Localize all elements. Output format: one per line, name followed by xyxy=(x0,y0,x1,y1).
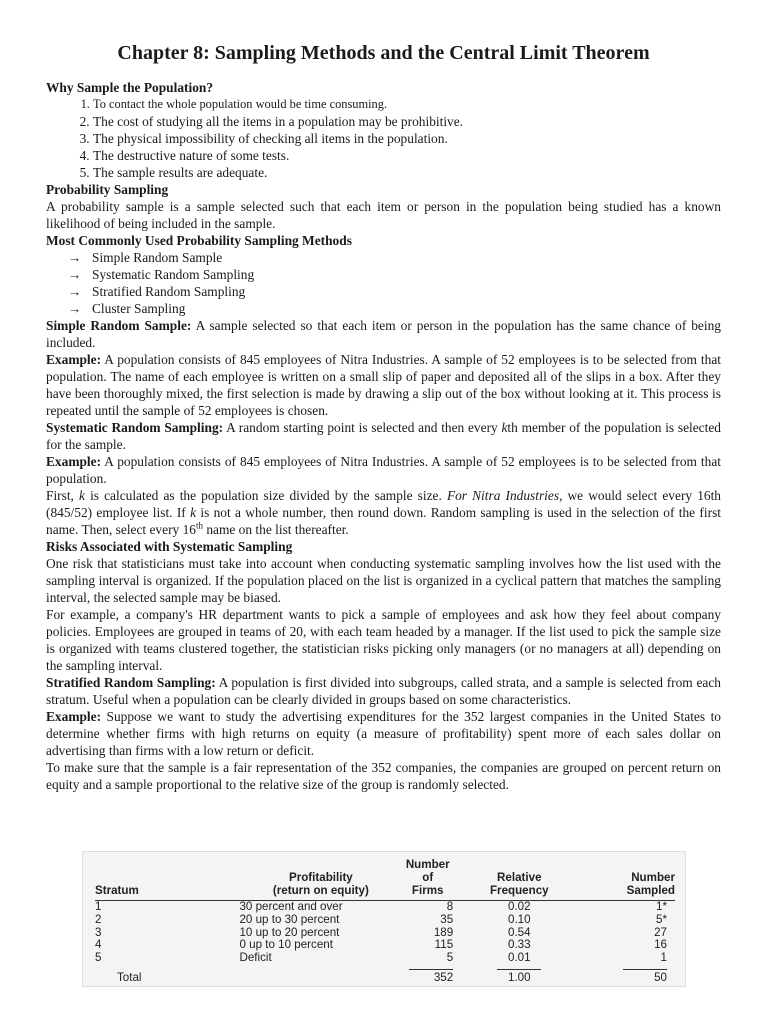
cell-profitability: 0 up to 10 percent xyxy=(239,938,333,952)
col-header-sampled: Number Sampled xyxy=(585,858,675,901)
simple-example-paragraph xyxy=(46,351,721,419)
cell-total-label: Total xyxy=(117,970,142,984)
cell-stratum: 1 xyxy=(95,900,102,913)
cell-relative-frequency: 0.01 xyxy=(508,951,531,965)
document-page xyxy=(46,40,721,793)
cell-total-relative-frequency: 1.00 xyxy=(508,970,531,984)
method-label: Simple Random Sample xyxy=(92,250,223,265)
cell-profitability: 10 up to 20 percent xyxy=(239,925,340,939)
cell-firms: 115 xyxy=(434,938,454,952)
k-symbol: k xyxy=(501,420,508,435)
stratified-text: A population is first divided into subgroups, called strata, and a sample is selected from each stratum. Useful when a population can be clearly divided in groups based on some characteristics. xyxy=(46,675,721,707)
table-row xyxy=(95,939,675,952)
method-label: Cluster Sampling xyxy=(92,301,186,316)
systematic-lead: Systematic Random Sampling: xyxy=(46,420,224,435)
methods-heading: Most Commonly Used Probability Sampling Methods xyxy=(46,233,352,248)
systematic-first-paragraph xyxy=(46,487,721,538)
company-name: For Nitra Industries xyxy=(446,488,560,503)
cell-relative-frequency: 0.02 xyxy=(508,900,531,913)
paragraph-text: name on the list thereafter. xyxy=(202,522,349,537)
col-header-relative-frequency: Relative Frequency xyxy=(453,858,585,901)
paragraph-text: is calculated as the population size divided by the sample size. xyxy=(84,488,447,503)
cell-firms: 35 xyxy=(440,912,454,926)
probability-text: A probability sample is a sample selected such that each item or person in the population being studied has a known likelihood of being included in the sample. xyxy=(46,199,721,231)
systematic-text: A random starting point is selected and then every xyxy=(223,420,502,435)
cell-sampled: 16 xyxy=(654,938,667,952)
methods-list xyxy=(46,249,721,317)
list-item xyxy=(68,300,721,317)
arrow-icon: → xyxy=(68,250,82,265)
cell-stratum: 4 xyxy=(95,938,102,952)
list-item: 2. The cost of studying all the items in a population may be prohibitive. xyxy=(93,113,721,130)
method-label: Stratified Random Sampling xyxy=(92,284,246,299)
risks-paragraph-2: For example, a company's HR department wants to pick a sample of employees and ask how they feel about company policies. Employees are grouped in teams of 20, with each team headed by a manager. If the list used to pick the sample size is organized with teams clustered together, the statistician risks picking only managers (or no managers at all) depending on the sampling interval. xyxy=(46,607,721,673)
stratified-example-paragraph xyxy=(46,708,721,759)
list-item xyxy=(68,249,721,266)
example-text: A population consists of 845 employees of Nitra Industries. A sample of 52 employees is to be selected from that population. xyxy=(46,454,721,486)
risks-paragraph-1: One risk that statisticians must take into account when conducting systematic sampling involves how the list used with the sampling interval is organized. If the population placed on the list is organized in a cyclical pattern that matches the sampling interval, the selected sample may be biased. xyxy=(46,556,721,605)
table-row xyxy=(95,927,675,940)
cell-firms: 189 xyxy=(433,925,454,939)
arrow-icon: → xyxy=(68,301,82,316)
example-lead: Example: xyxy=(46,709,102,724)
paragraph-text: is not a whole number, then round down. Random sampling is used in the selection of the first name. Then, select every 16 xyxy=(46,505,722,537)
cell-relative-frequency: 0.54 xyxy=(508,925,531,939)
page-title: Chapter 8: Sampling Methods and the Central Limit Theorem xyxy=(117,42,650,64)
cell-profitability: Deficit xyxy=(239,951,272,965)
systematic-example-paragraph xyxy=(46,453,721,487)
stratified-paragraph-2: To make sure that the sample is a fair representation of the 352 companies, the companies are grouped on percent return on equity and a sample proportional to the relative size of the group is randomly selected. xyxy=(46,760,721,792)
cell-firms: 8 xyxy=(446,900,454,913)
table-row xyxy=(95,901,675,914)
example-text: A population consists of 845 employees of Nitra Industries. A sample of 52 employees is to be selected from that population. The name of each employee is written on a small slip of paper and deposited all of the slips in a box. After they have been thoroughly mixed, the first selection is made by drawing a slip out of the box without looking at it. This process is repeated until the sample of 52 employees is chosen. xyxy=(46,352,721,418)
probability-heading: Probability Sampling xyxy=(46,182,169,197)
cell-sampled: 5* xyxy=(656,912,667,926)
cell-total-firms: 352 xyxy=(433,970,454,984)
example-lead: Example: xyxy=(46,454,102,469)
cell-sampled: 27 xyxy=(654,925,667,939)
cell-firms: 5 xyxy=(446,951,454,965)
col-header-firms: Number of Firms xyxy=(402,858,453,901)
simple-lead: Simple Random Sample: xyxy=(46,318,192,333)
list-item: 3. The physical impossibility of checking all items in the population. xyxy=(93,130,721,147)
cell-stratum: 3 xyxy=(95,925,102,939)
method-label: Systematic Random Sampling xyxy=(92,267,255,282)
systematic-paragraph xyxy=(46,419,721,453)
document-body xyxy=(46,79,721,793)
sum-underline xyxy=(623,969,667,970)
arrow-icon: → xyxy=(68,267,82,282)
stratified-paragraph xyxy=(46,674,721,708)
col-header-profitability: Profitability (return on equity) xyxy=(239,858,402,901)
strata-table xyxy=(95,858,675,985)
sum-underline xyxy=(409,969,453,970)
k-symbol: k xyxy=(190,505,197,520)
table-total-row xyxy=(95,970,675,985)
risks-heading: Risks Associated with Systematic Sampling xyxy=(46,539,293,554)
cell-stratum: 5 xyxy=(95,951,102,965)
col-header-stratum: Stratum xyxy=(95,858,239,901)
why-heading: Why Sample the Population? xyxy=(46,80,214,95)
example-lead: Example: xyxy=(46,352,102,367)
stratified-lead: Stratified Random Sampling: xyxy=(46,675,216,690)
reasons-list xyxy=(46,96,721,181)
simple-text: A sample selected so that each item or person in the population has the same chance of being included. xyxy=(46,318,721,350)
cell-sampled: 1* xyxy=(656,900,667,913)
k-symbol: k xyxy=(79,488,85,503)
systematic-text: th member of the population is selected for the sample. xyxy=(46,420,721,452)
cell-sampled: 1 xyxy=(660,951,667,965)
paragraph-text: First, xyxy=(46,488,80,503)
cell-profitability: 30 percent and over xyxy=(239,900,343,913)
cell-relative-frequency: 0.10 xyxy=(508,912,531,926)
paragraph-text: , we would select every 16th (845/52) employee list. If xyxy=(46,488,722,520)
simple-random-paragraph xyxy=(46,317,721,351)
arrow-icon: → xyxy=(68,284,82,299)
list-item: 4. The destructive nature of some tests. xyxy=(93,147,721,164)
example-text: Suppose we want to study the advertising expenditures for the 352 largest companies in the United States to determine whether firms with high returns on equity (a measure of profitability) spent more of each sales dollar on advertising than firms with a low return or deficit. xyxy=(46,709,721,758)
ordinal-suffix: th xyxy=(195,520,203,531)
strata-table-figure xyxy=(82,851,686,987)
cell-profitability: 20 up to 30 percent xyxy=(239,912,340,926)
list-item: 1. To contact the whole population would be time consuming. xyxy=(93,96,721,113)
list-item xyxy=(68,283,721,300)
sum-underline xyxy=(497,969,541,970)
list-item: 5. The sample results are adequate. xyxy=(93,164,721,181)
list-item xyxy=(68,266,721,283)
table-row xyxy=(95,952,675,965)
table-row xyxy=(95,914,675,927)
cell-total-sampled: 50 xyxy=(654,970,667,984)
cell-stratum: 2 xyxy=(95,912,102,926)
table-header-row xyxy=(95,858,675,901)
cell-relative-frequency: 0.33 xyxy=(508,938,531,952)
